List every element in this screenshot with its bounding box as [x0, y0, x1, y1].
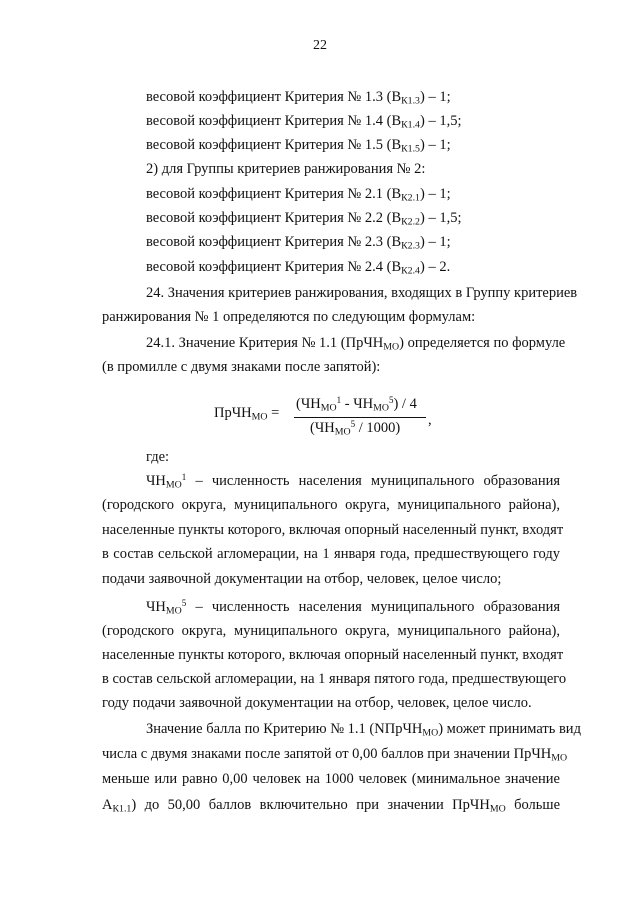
- definition-term: $ЧН_{МО}^5$: [146, 598, 187, 617]
- paragraph-24-1-line2: (в промилле с двумя знаками после запятой):: [102, 359, 381, 375]
- formula-denominator: $(ЧН_{МО}^5 / 1000)$: [310, 419, 401, 438]
- formula-lhs: ПрЧН$_{МО}$ =: [214, 405, 280, 423]
- definition-1-line3: населенные пункты которого, включая опорный населенный пункт, входят: [102, 522, 564, 538]
- definition-2-line5: году подачи заявочной документации на отбор, человек, целое число.: [102, 695, 532, 711]
- text-line: весовой коэффициент Критерия № 1.5 $(В_{К1.5}) - 1$;: [146, 137, 451, 155]
- score-line3: меньше или равно 0,00 человек на 1000 человек (минимальное значение: [102, 771, 560, 787]
- text-line: весовой коэффициент Критерия № 1.3 $(В_{К1.3}) - 1$;: [146, 89, 451, 107]
- score-line2: числа с двумя знаками после запятой от 0,00 баллов при значении ПрЧН$_{МО}$: [102, 746, 568, 764]
- definition-2-line1: $ЧН_{МО}^5$ – численность населения муниципального образования: [146, 598, 561, 617]
- formula: [200, 395, 460, 438]
- definition-2-line4: в состав сельской агломерации, на 1 января пятого года, предшествующего: [102, 671, 567, 687]
- text-line: весовой коэффициент Критерия № 2.2 $(В_{К2.2}) - 1,5$;: [146, 210, 462, 228]
- definition-1-line4: в состав сельской агломерации, на 1 января года, предшествующего году: [102, 546, 560, 562]
- definition-2-line3: населенные пункты которого, включая опорный населенный пункт, входят: [102, 647, 564, 663]
- definition-term: $ЧН_{МО}^1$: [146, 472, 187, 491]
- page-number: 22: [313, 38, 327, 53]
- text-line: весовой коэффициент Критерия № 2.3 $(В_{К2.3}) - 1$;: [146, 234, 451, 252]
- where-label: где:: [146, 449, 170, 465]
- score-line1: Значение балла по Критерию № 1.1 (NПрЧН$_{МО}$) может принимать вид: [146, 721, 581, 739]
- formula-numerator: $(ЧН_{МО}^1 - ЧН_{МО}^5) / 4$: [296, 395, 417, 414]
- text-line: весовой коэффициент Критерия № 2.1 $(В_{К2.1}) - 1$;: [146, 186, 451, 204]
- paragraph-24-line1: 24. Значения критериев ранжирования, входящих в Группу критериев: [146, 285, 578, 301]
- text-line: весовой коэффициент Критерия № 2.4 $(В_{К2.4}) - 2$.: [146, 259, 451, 277]
- definition-1-line1: $ЧН_{МО}^1$ – численность населения муниципального образования: [146, 472, 561, 491]
- definition-1-line5: подачи заявочной документации на отбор, человек, целое число;: [102, 571, 502, 587]
- formula-comma: ,: [428, 412, 432, 428]
- definition-2-line2: (городского округа, муниципального округа, муниципального района),: [102, 623, 560, 639]
- paragraph-24-line2: ранжирования № 1 определяются по следующим формулам:: [102, 309, 476, 325]
- text-line: весовой коэффициент Критерия № 1.4 $(В_{К1.4}) - 1,5$;: [146, 113, 462, 131]
- text-line: 2) для Группы критериев ранжирования № 2:: [146, 161, 426, 177]
- definition-1-line2: (городского округа, муниципального округа, муниципального района),: [102, 497, 560, 513]
- paragraph-24-1-line1: 24.1. Значение Критерия № 1.1 (ПрЧН$_{МО}$) определяется по формуле: [146, 335, 566, 353]
- score-line4: $А_{К1.1}$) до 50,00 баллов включительно при значении ПрЧН$_{МО}$ больше: [102, 797, 561, 815]
- fraction-bar: [294, 417, 426, 418]
